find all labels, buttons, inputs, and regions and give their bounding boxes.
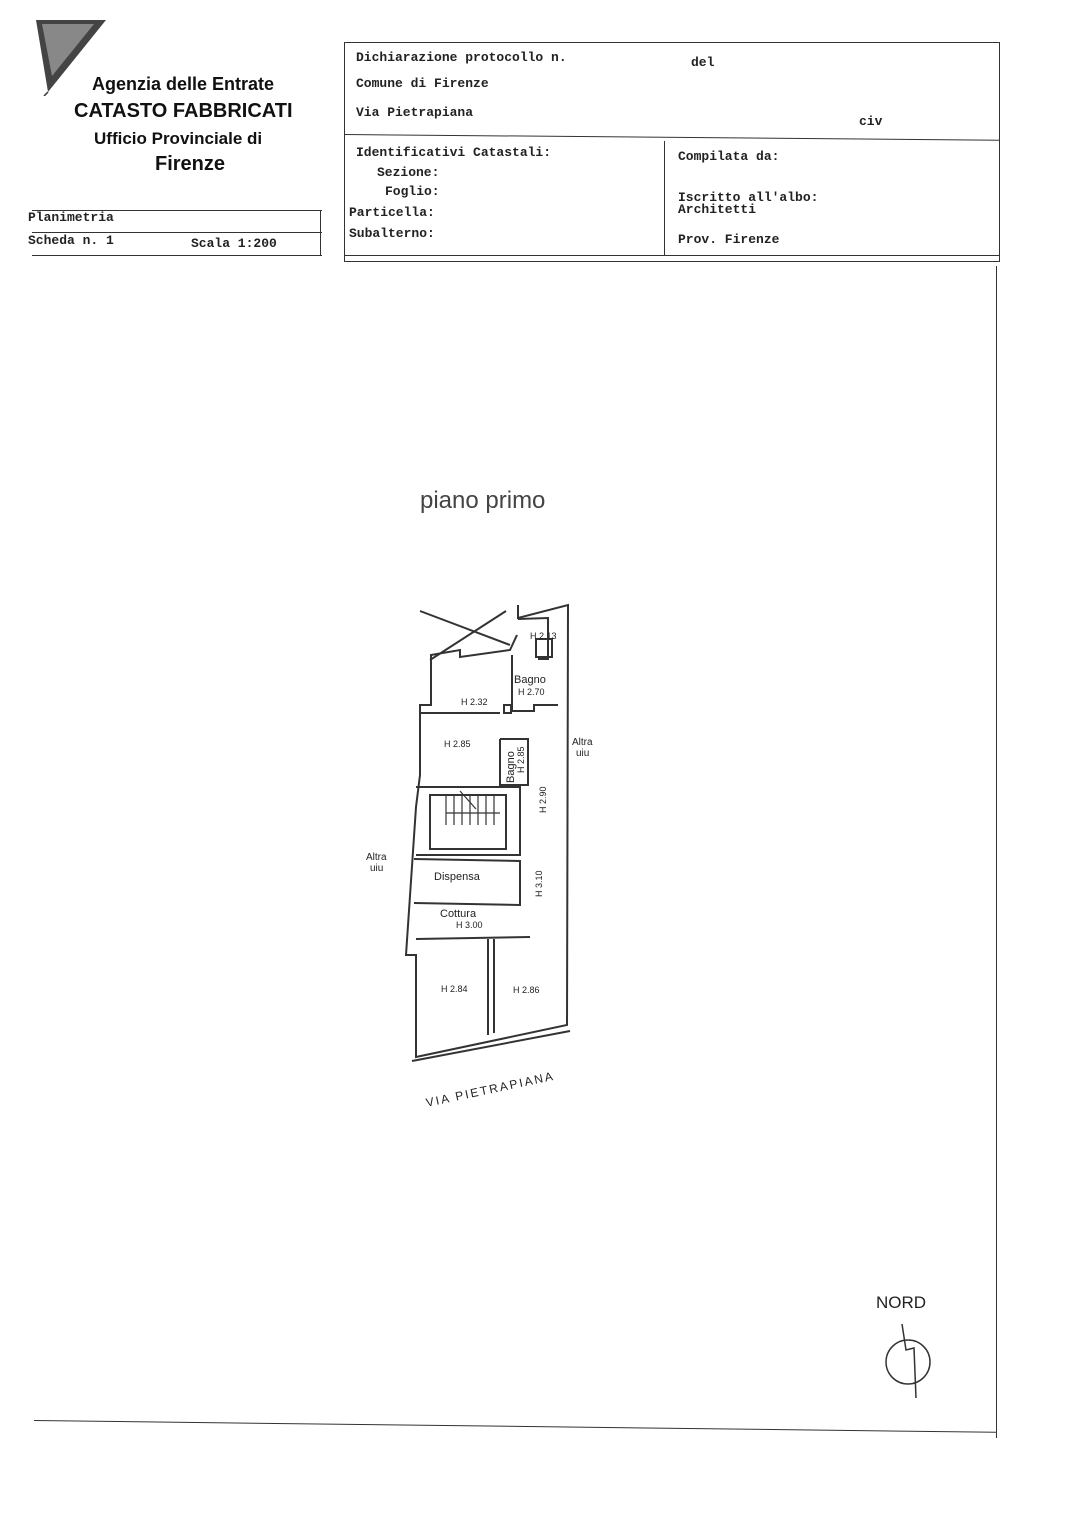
- label-h300: H 3.00: [456, 920, 483, 930]
- label-h284: H 2.84: [441, 984, 468, 994]
- sezione-label: Sezione:: [377, 165, 440, 180]
- floor-plan: [350, 595, 610, 1125]
- office-title: Ufficio Provinciale di: [94, 129, 263, 148]
- north-arrow-icon: [880, 1320, 940, 1402]
- label-h286: H 2.86: [513, 985, 540, 995]
- label-h290: H 2.90: [538, 786, 548, 813]
- label-h213: H 2.13: [530, 631, 557, 641]
- particella-label: Particella:: [349, 205, 435, 220]
- label-altra-right-1: Altra: [572, 737, 593, 748]
- via: Via Pietrapiana: [356, 105, 474, 120]
- label-h285-a: H 2.85: [444, 739, 471, 749]
- north-label: NORD: [876, 1293, 927, 1312]
- sheet-scale: Scala 1:200: [191, 236, 277, 251]
- label-bagno-1: Bagno: [514, 674, 546, 686]
- label-altra-right-2: uiu: [576, 748, 590, 759]
- label-h232: H 2.32: [461, 697, 488, 707]
- cadastral-heading: Identificativi Catastali:: [356, 145, 552, 160]
- province-label: Prov. Firenze: [678, 232, 780, 247]
- label-cottura: Cottura: [440, 908, 477, 920]
- civ-label: civ: [859, 114, 883, 129]
- sheet-type: Planimetria: [28, 210, 114, 225]
- comune: Comune di Firenze: [356, 76, 489, 91]
- label-h285-b: H 2.85: [516, 746, 526, 773]
- department-title: CATASTO FABBRICATI: [74, 100, 293, 122]
- foglio-label: Foglio:: [385, 184, 440, 199]
- label-h270: H 2.70: [518, 687, 545, 697]
- label-altra-left-2: uiu: [370, 863, 384, 874]
- drawing-title: piano primo: [420, 487, 546, 514]
- agency-name: Agenzia delle Entrate: [92, 74, 275, 94]
- albo-label: Iscritto all'albo:: [678, 190, 819, 205]
- office-city: Firenze: [155, 153, 226, 175]
- subalterno-label: Subalterno:: [349, 226, 435, 241]
- protocol-label: Dichiarazione protocollo n.: [356, 50, 567, 65]
- label-altra-left-1: Altra: [366, 852, 387, 863]
- sheet-number: Scheda n. 1: [28, 233, 114, 248]
- compiler-label: Compilata da:: [678, 149, 780, 164]
- street-label: VIA PIETRAPIANA: [424, 1068, 556, 1110]
- label-dispensa: Dispensa: [434, 871, 480, 883]
- del-label: del: [691, 55, 715, 70]
- label-bagno-2: Bagno: [505, 751, 517, 783]
- albo-value: Architetti: [678, 202, 757, 217]
- label-h310: H 3.10: [534, 870, 544, 897]
